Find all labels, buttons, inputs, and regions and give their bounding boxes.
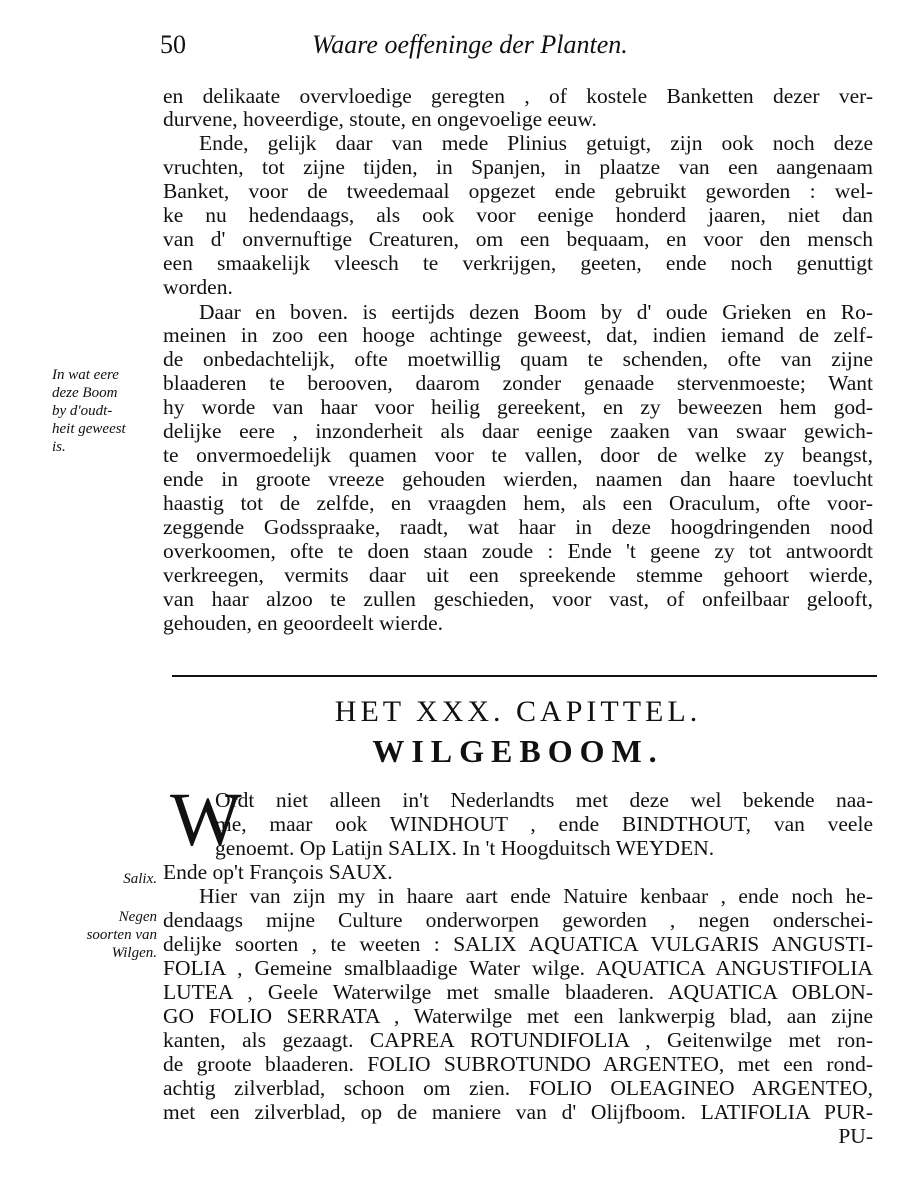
margin-note-line: heit geweest [52, 421, 126, 437]
running-title: Waare oeffeninge der Planten. [312, 30, 628, 59]
text-line: haastig tot de zelfde, en vraagden hem, als een Oraculum, ofte voor- [163, 491, 873, 515]
margin-note-line: Wilgen. [111, 945, 157, 961]
text-line: ke nu hedendaags, als ook voor eenige honderd jaaren, niet dan [163, 203, 873, 227]
margin-note [52, 870, 157, 888]
text-line: FOLIA , Gemeine smalblaadige Water wilge. AQUATICA ANGUSTIFOLIA [163, 956, 873, 980]
text-line: PU- [838, 1124, 873, 1148]
text-line: ende in groote vreeze gehouden wierden, naamen dan haare toevlucht [163, 467, 873, 491]
text-line: durvene, hoveerdige, stoute, en ongevoelige eeuw. [163, 107, 597, 131]
margin-note-line: deze Boom [52, 385, 118, 401]
text-line: de groote blaaderen. FOLIO SUBROTUNDO ARGENTEO, met een rond- [163, 1052, 873, 1076]
text-line: overkoomen, ofte te doen staan zoude : Ende 't geene zy tot antwoordt [163, 539, 873, 563]
text-line: vruchten, tot zijne tijden, in Spanjen, in plaatze van een aangenaam [163, 155, 873, 179]
text-line: meinen in zoo een hooge achtinge geweest, dat, indien iemand de zelf- [163, 323, 873, 347]
chapter-number: HET XXX. CAPITTEL. [334, 695, 702, 728]
text-line: genoemt. Op Latijn SALIX. In 't Hoogduitsch WEYDEN. [215, 836, 715, 860]
margin-note-line: is. [52, 439, 66, 455]
text-line: Banket, voor de tweedemaal opgezet ende gebruikt geworden : wel- [163, 179, 873, 203]
text-line: van d' onvernuftige Creaturen, om een bequaam, en voor den mensch [163, 227, 873, 251]
margin-note-line: In wat eere [52, 367, 119, 383]
text-line: blaaderen te berooven, daarom zonder genaade stervenmoeste; Want [163, 371, 873, 395]
text-line: met een zilverblad, op de maniere van d' Olijfboom. LATIFOLIA PUR- [163, 1100, 873, 1124]
margin-note-line: by d'oudt- [52, 403, 113, 419]
text-line: Ende op't François SAUX. [163, 860, 393, 884]
text-line: verkreegen, vermits daar uit een spreekende stemme gehoort wierde, [163, 563, 873, 587]
text-line: achtig zilverblad, schoon om zien. FOLIO OLEAGINEO ARGENTEO, [163, 1076, 873, 1100]
text-line: te onvermoedelijk quamen voor te vallen, door de welke zy beangst, [163, 443, 873, 467]
text-line: me, maar ook WINDHOUT , ende BINDTHOUT, van veele [215, 812, 873, 836]
text-line: en delikaate overvloedige geregten , of kostele Banketten dezer ver- [163, 84, 873, 108]
margin-note-line: Salix. [123, 871, 157, 887]
margin-note [52, 366, 157, 456]
margin-note [52, 908, 157, 962]
text-line: dendaags mijne Culture onderworpen geworden , negen onderschei- [163, 908, 873, 932]
text-line: de onbedachtelijk, ofte moetwillig quam te schenden, ofte van zijne [163, 347, 873, 371]
page-number: 50 [160, 30, 186, 59]
text-line: zeggende Godsspraake, raadt, wat haar in deze hoogdringenden nood [163, 515, 873, 539]
text-line: Ordt niet alleen in't Nederlandts met deze wel bekende naa- [215, 788, 873, 812]
section-divider [172, 675, 877, 677]
text-line: delijke soorten , te weeten : SALIX AQUATICA VULGARIS ANGUSTI- [163, 932, 873, 956]
text-line: gehouden, en geoordeelt wierde. [163, 611, 443, 635]
margin-note-line: soorten van [86, 927, 157, 943]
text-line: GO FOLIO SERRATA , Waterwilge met een lankwerpig blad, aan zijne [163, 1004, 873, 1028]
text-line: delijke eere , inzonderheit als daar eenige zaaken van swaar gewich- [163, 419, 873, 443]
text-line: Hier van zijn my in haare aart ende Natuire kenbaar , ende noch he- [199, 884, 873, 908]
text-line: LUTEA , Geele Waterwilge met smalle blaaderen. AQUATICA OBLON- [163, 980, 873, 1004]
text-line: worden. [163, 275, 233, 299]
text-line: Daar en boven. is eertijds dezen Boom by d' oude Grieken en Ro- [199, 300, 873, 324]
margin-note-line: Negen [118, 909, 157, 925]
text-line: een smaakelijk vleesch te verkrijgen, geeten, ende noch genuttigt [163, 251, 873, 275]
drop-cap: W [170, 778, 242, 862]
text-line: hy worde van haar voor heilig gereekent, en zy beweezen hem god- [163, 395, 873, 419]
text-line: kanten, als gezaagt. CAPREA ROTUNDIFOLIA , Geitenwilge met ron- [163, 1028, 873, 1052]
text-line: Ende, gelijk daar van mede Plinius getuigt, zijn ook noch deze [199, 131, 873, 155]
text-line: van haar alzoo te zullen geschieden, voor vast, of onfeilbaar gelooft, [163, 587, 873, 611]
chapter-title: WILGEBOOM. [372, 733, 664, 769]
